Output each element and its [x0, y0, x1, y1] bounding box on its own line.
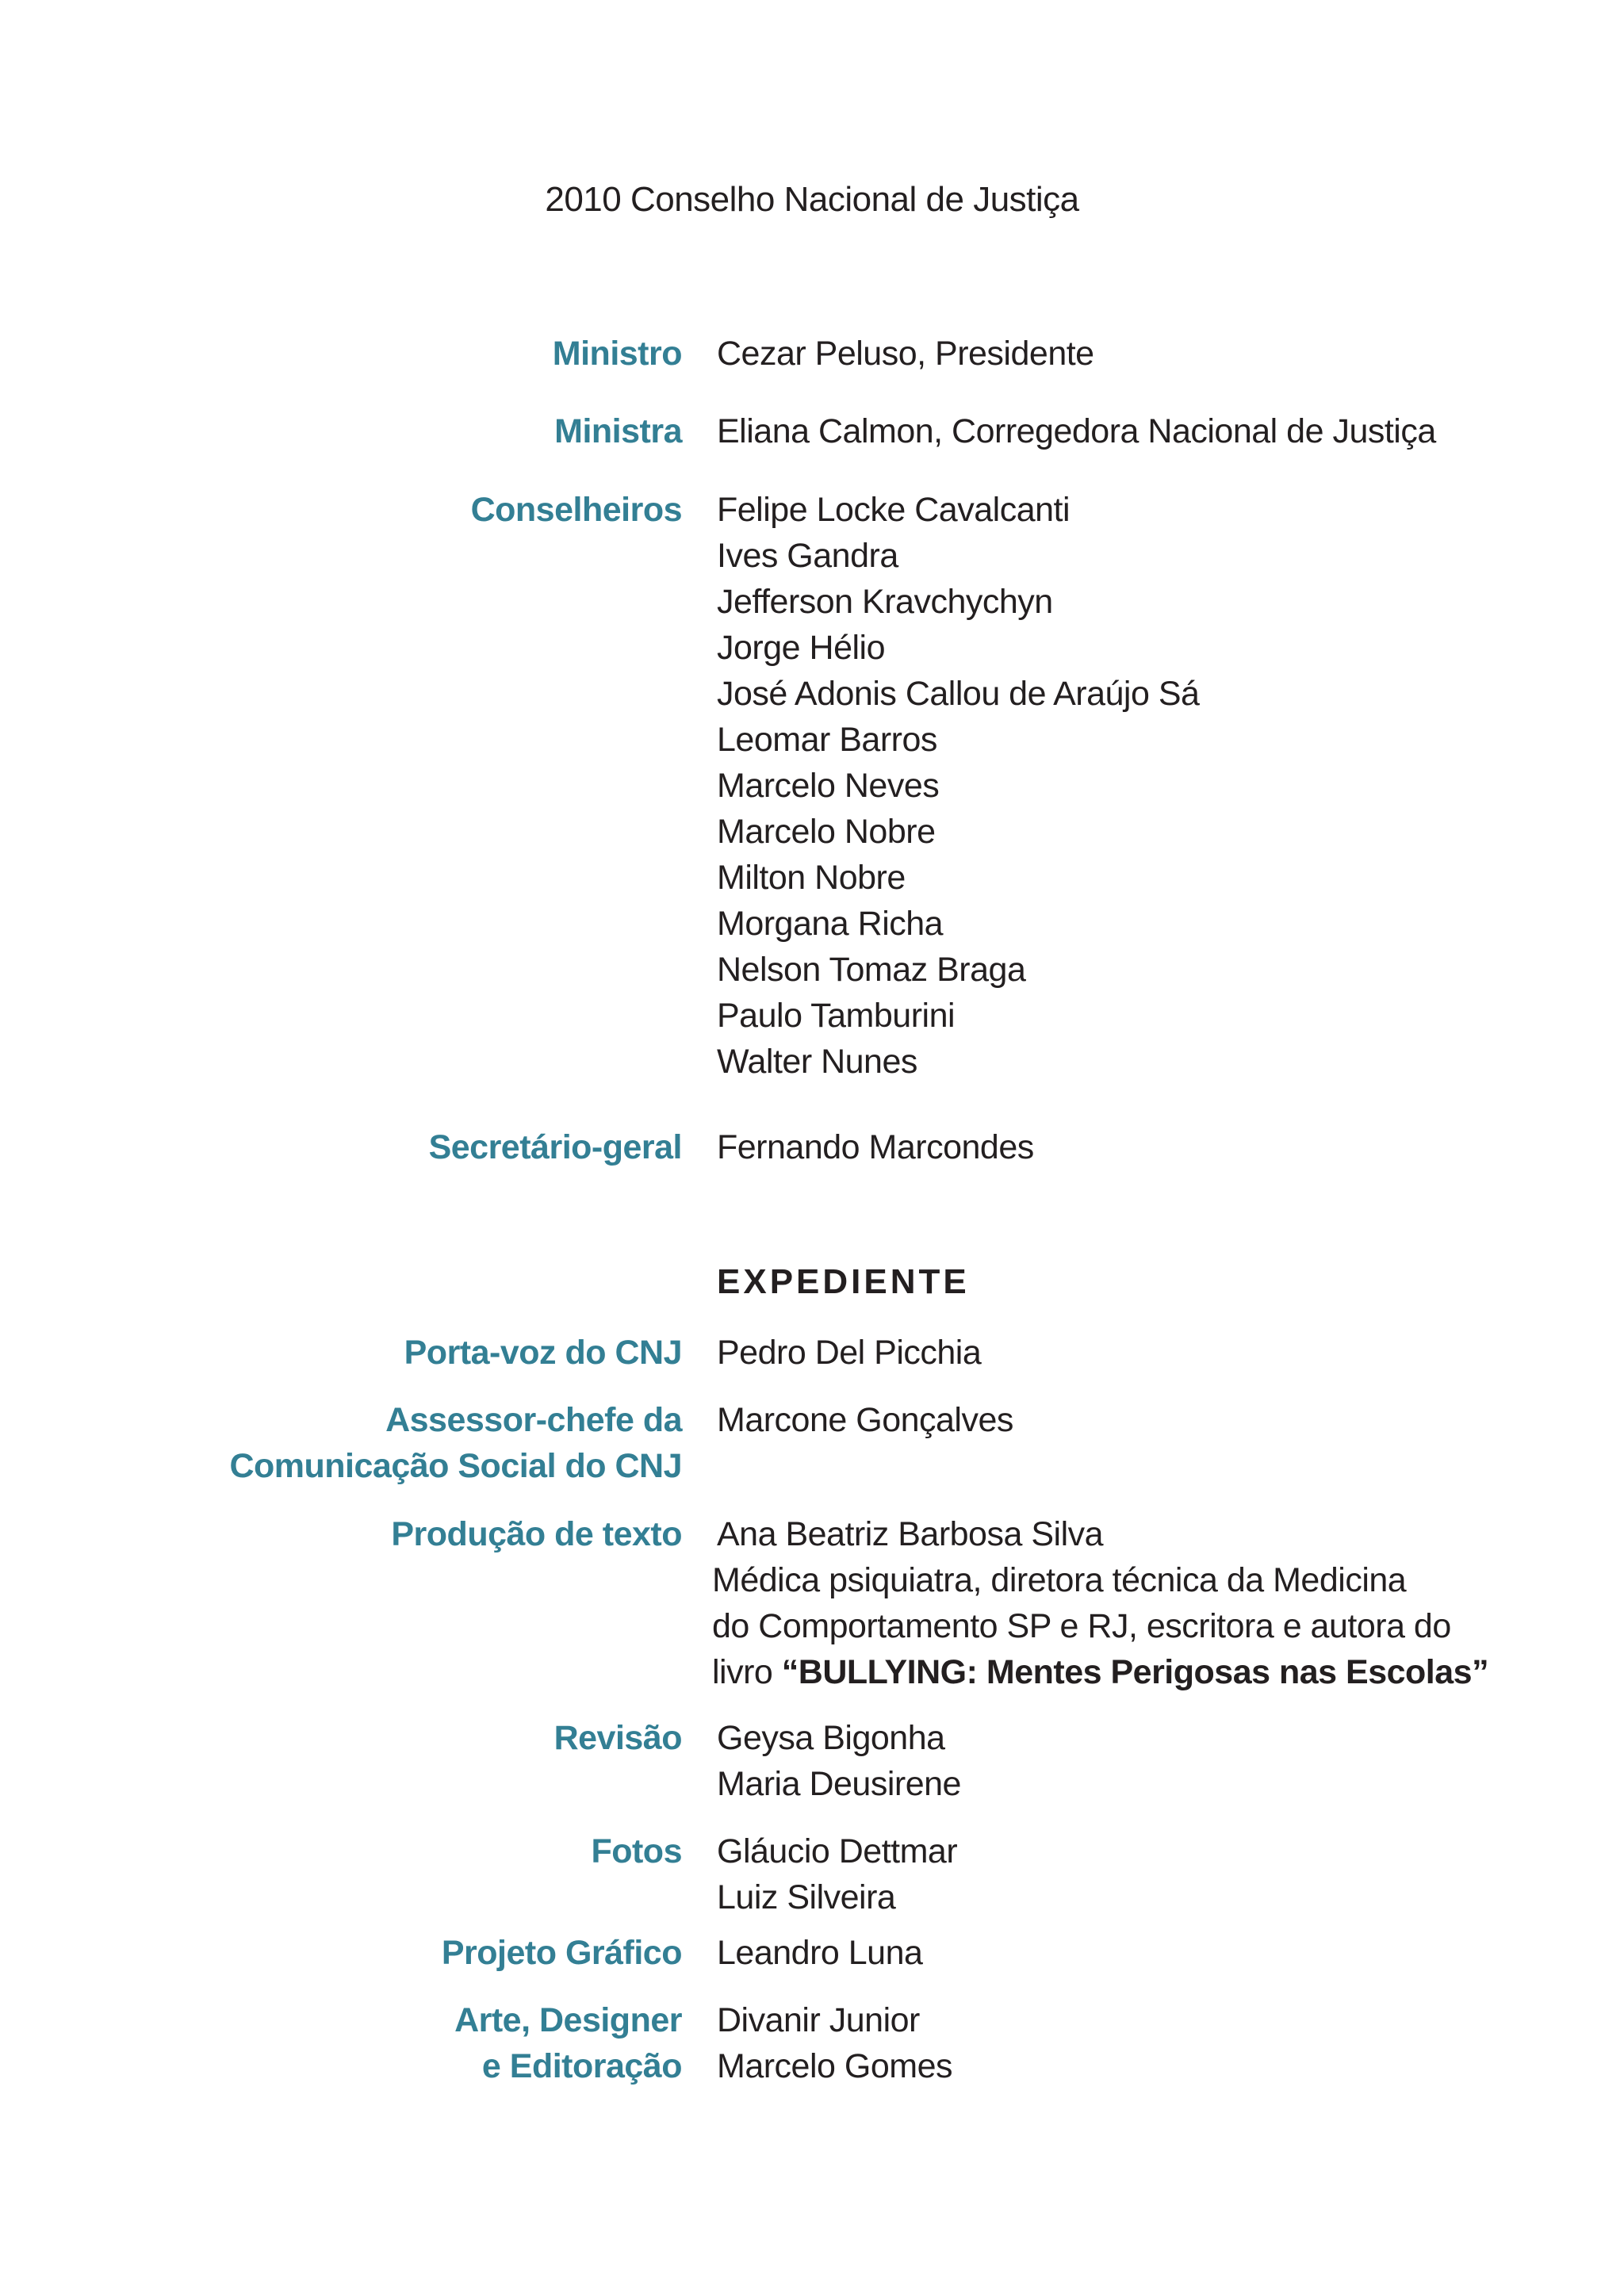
person-name: Walter Nunes [717, 1043, 917, 1081]
role-label-ministra: Ministra [554, 412, 682, 450]
section-heading-expediente: EXPEDIENTE [717, 1262, 970, 1301]
name-list-revisao [717, 1715, 1510, 1807]
person-name: Divanir Junior [717, 2001, 920, 2039]
person-name: Luiz Silveira [717, 1878, 896, 1916]
name-list-assessor [717, 1397, 1510, 1443]
book-title: “BULLYING: Mentes Perigosas nas Escolas” [781, 1653, 1489, 1691]
person-name: Leomar Barros [717, 721, 937, 759]
person-name: Eliana Calmon, Corregedora Nacional de Justiça [717, 412, 1436, 450]
person-name: Cezar Peluso, Presidente [717, 335, 1094, 373]
person-name: Morgana Richa [717, 905, 944, 943]
description-line: Médica psiquiatra, diretora técnica da Medicina [712, 1561, 1407, 1599]
page-title: 2010 Conselho Nacional de Justiça [545, 180, 1079, 219]
name-list-fotos [717, 1828, 1510, 1920]
role-label-secretario: Secretário-geral [428, 1128, 682, 1166]
person-name: Ives Gandra [717, 537, 898, 575]
name-list-producao [717, 1511, 1510, 1557]
role-label-line: e Editoração [481, 2047, 682, 2085]
person-name: Nelson Tomaz Braga [717, 951, 1026, 989]
person-name: Marcelo Nobre [717, 813, 936, 851]
person-name: Paulo Tamburini [717, 997, 956, 1035]
role-label-projeto: Projeto Gráfico [441, 1934, 682, 1972]
name-list-projeto [717, 1930, 1510, 1976]
person-name: Maria Deusirene [717, 1765, 961, 1803]
role-label-ministro: Ministro [552, 335, 682, 373]
description-line [712, 1649, 1505, 1695]
name-list-secretario [717, 1124, 1510, 1170]
person-name: Fernando Marcondes [717, 1128, 1034, 1166]
person-name: Marcone Gonçalves [717, 1401, 1013, 1439]
name-list-arte [717, 1997, 1510, 2089]
role-label-arte [127, 1997, 682, 2089]
person-name: Geysa Bigonha [717, 1719, 945, 1757]
person-name: Pedro Del Picchia [717, 1334, 982, 1372]
person-name: José Adonis Callou de Araújo Sá [717, 675, 1200, 713]
role-label-fotos: Fotos [591, 1832, 682, 1870]
name-list-porta-voz [717, 1330, 1510, 1376]
person-name: Jefferson Kravchychyn [717, 583, 1053, 621]
name-list-ministro [717, 331, 1510, 377]
person-name: Ana Beatriz Barbosa Silva [717, 1515, 1104, 1553]
description-line: do Comportamento SP e RJ, escritora e autora do [712, 1607, 1451, 1645]
person-name: Marcelo Neves [717, 767, 940, 805]
role-label-line: Arte, Designer [454, 2001, 682, 2039]
person-name: Gláucio Dettmar [717, 1832, 958, 1870]
person-name: Jorge Hélio [717, 629, 885, 667]
description-prefix: livro [712, 1653, 782, 1691]
person-name: Leandro Luna [717, 1934, 923, 1972]
role-label-assessor [127, 1397, 682, 1489]
author-description [712, 1557, 1505, 1695]
person-name: Milton Nobre [717, 859, 906, 897]
name-list-ministra [717, 408, 1510, 454]
person-name: Felipe Locke Cavalcanti [717, 491, 1071, 529]
role-label-revisao: Revisão [553, 1719, 682, 1757]
name-list-conselheiros [717, 487, 1510, 1085]
role-label-porta-voz: Porta-voz do CNJ [404, 1334, 682, 1372]
role-label-line: Assessor-chefe da [385, 1401, 682, 1439]
role-label-conselheiros: Conselheiros [470, 491, 682, 529]
role-label-producao: Produção de texto [391, 1515, 682, 1553]
role-label-line: Comunicação Social do CNJ [229, 1447, 682, 1485]
person-name: Marcelo Gomes [717, 2047, 952, 2085]
